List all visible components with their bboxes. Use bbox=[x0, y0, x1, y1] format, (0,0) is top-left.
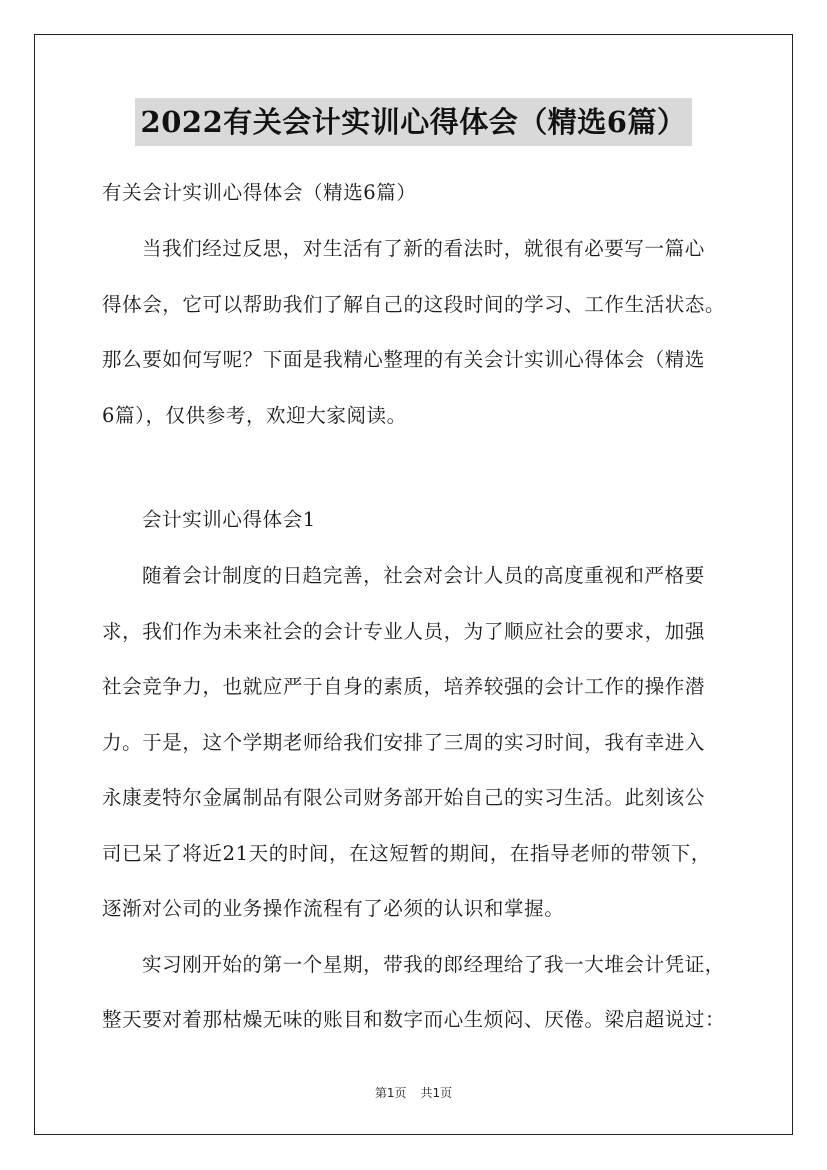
document-subtitle: 有关会计实训心得体会（精选6篇） bbox=[102, 181, 417, 204]
intro-line: 当我们经过反思，对生活有了新的看法时，就很有必要写一篇心 bbox=[142, 237, 705, 260]
page-total: 共1页 bbox=[420, 1086, 453, 1100]
para1-line: 永康麦特尔金属制品有限公司财务部开始自己的实习生活。此刻该公 bbox=[102, 786, 706, 809]
page-number: 第1页 bbox=[374, 1086, 407, 1100]
page-footer bbox=[0, 1084, 827, 1101]
para2-line: 整天要对着那枯燥无味的账目和数字而心生烦闷、厌倦。梁启超说过： bbox=[102, 1008, 726, 1031]
intro-line: 6篇），仅供参考，欢迎大家阅读。 bbox=[102, 404, 407, 427]
section-heading: 会计实训心得体会1 bbox=[142, 508, 316, 531]
para1-line: 力。于是，这个学期老师给我们安排了三周的实习时间，我有幸进入 bbox=[102, 731, 706, 754]
title-container bbox=[0, 98, 827, 146]
para2-line: 实习刚开始的第一个星期，带我的郎经理给了我一大堆会计凭证， bbox=[142, 953, 725, 976]
para1-line: 求，我们作为未来社会的会计专业人员，为了顺应社会的要求，加强 bbox=[102, 620, 706, 643]
para1-line: 司已呆了将近21天的时间，在这短暂的期间，在指导老师的带领下， bbox=[102, 842, 711, 865]
para1-line: 随着会计制度的日趋完善，社会对会计人员的高度重视和严格要 bbox=[142, 564, 705, 587]
para1-line: 逐渐对公司的业务操作流程有了必须的认识和掌握。 bbox=[102, 897, 565, 920]
para1-line: 社会竞争力，也就应严于自身的素质，培养较强的会计工作的操作潜 bbox=[102, 675, 706, 698]
intro-line: 得体会，它可以帮助我们了解自己的这段时间的学习、工作生活状态。 bbox=[102, 293, 726, 316]
intro-line: 那么要如何写呢？下面是我精心整理的有关会计实训心得体会（精选 bbox=[102, 348, 706, 371]
document-title: 2022有关会计实训心得体会（精选6篇） bbox=[135, 98, 693, 146]
